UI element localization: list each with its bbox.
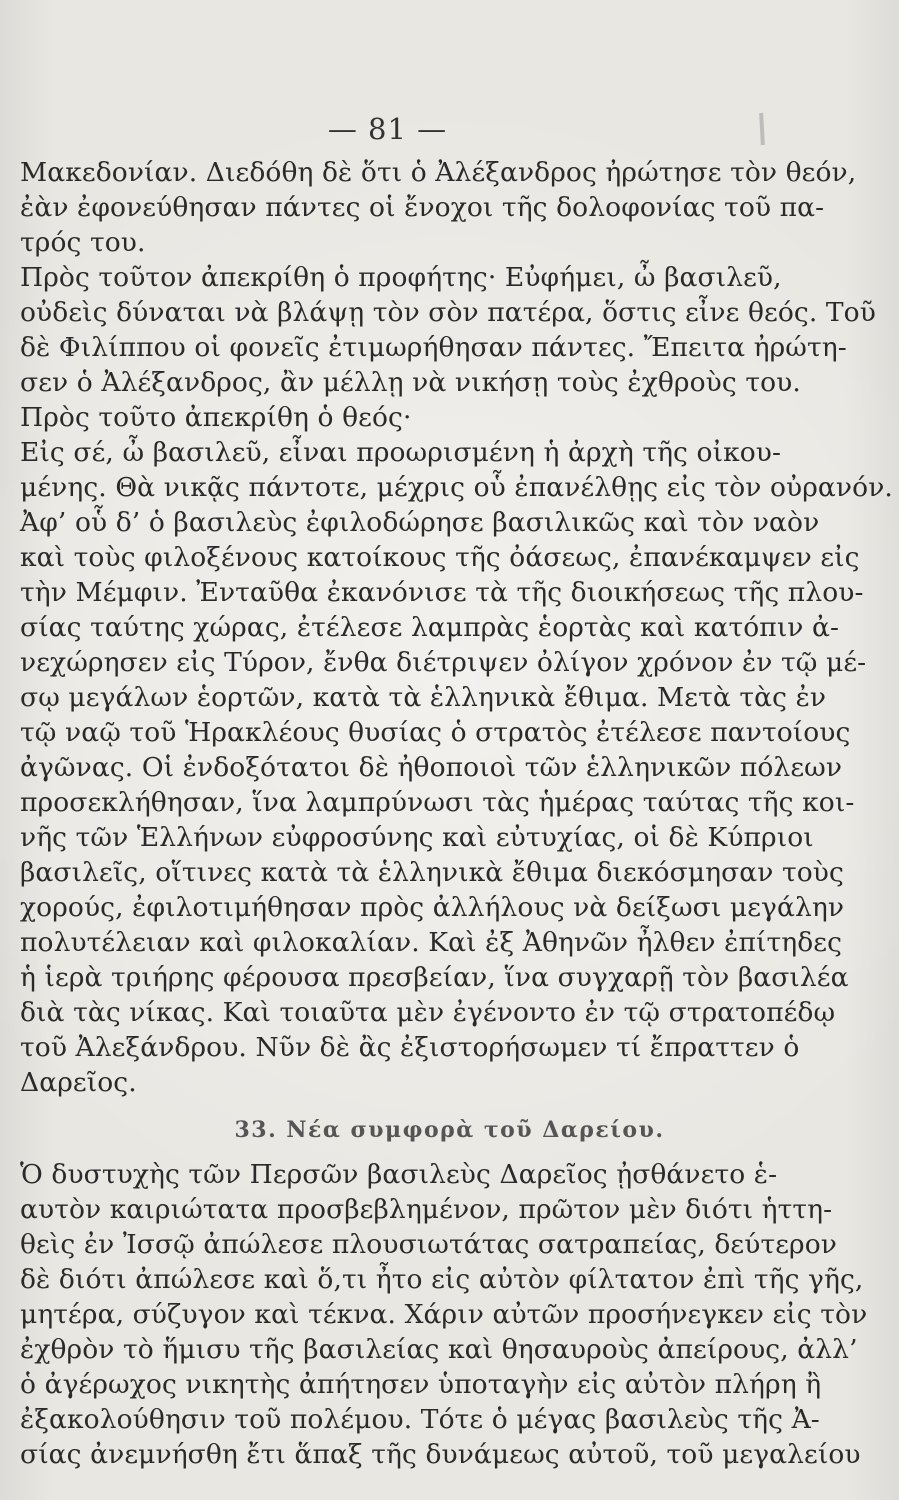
text-line: Πρὸς τοῦτον ἀπεκρίθη ὁ προφήτης· Εὐφήμει, ὦ βασιλεῦ, xyxy=(20,262,782,293)
text-line: δὲ Φιλίππου οἱ φονεῖς ἐτιμωρήθησαν πάντες. Ἔπειτα ἠρώτη- xyxy=(20,332,847,363)
text-line: ἐξακολούθησιν τοῦ πολέμου. Τότε ὁ μέγας βασιλεὺς τῆς Ἀ- xyxy=(20,1404,820,1435)
text-line: Εἰς σέ, ὦ βασιλεῦ, εἶναι προωρισμένη ἡ ἀρχὴ τῆς οἰκου- xyxy=(20,437,782,468)
text-line: νῆς τῶν Ἑλλήνων εὐφροσύνης καὶ εὐτυχίας, οἱ δὲ Κύπριοι xyxy=(20,822,814,853)
text-line: πολυτέλειαν καὶ φιλοκαλίαν. Καὶ ἐξ Ἀθηνῶν ἦλθεν ἐπίτηδες xyxy=(20,927,843,958)
text-line: προσεκλήθησαν, ἵνα λαμπρύνωσι τὰς ἡμέρας ταύτας τῆς κοι- xyxy=(20,787,855,818)
text-line: μητέρα, σύζυγον καὶ τέκνα. Χάριν αὐτῶν προσήνεγκεν εἰς τὸν xyxy=(20,1299,868,1330)
text-line: τρός του. xyxy=(20,227,146,258)
section-title: 33. Νέα συμφορὰ τοῦ Δαρείου. xyxy=(234,1117,665,1143)
text-line: οὐδεὶς δύναται νὰ βλάψῃ τὸν σὸν πατέρα, ὅστις εἶνε θεός. Τοῦ xyxy=(20,297,876,328)
text-line: ἡ ἱερὰ τριήρης φέρουσα πρεσβείαν, ἵνα συγχαρῇ τὸν βασιλέα xyxy=(20,962,849,993)
text-line: νεχώρησεν εἰς Τύρον, ἔνθα διέτριψεν ὀλίγον χρόνον ἐν τῷ μέ- xyxy=(20,647,867,678)
text-line: βασιλεῖς, οἵτινες κατὰ τὰ ἑλληνικὰ ἔθιμα διεκόσμησαν τοὺς xyxy=(20,857,844,888)
page-number: — 81 — xyxy=(327,112,448,146)
text-line: Ἀφ’ οὗ δ’ ὁ βασιλεὺς ἐφιλοδώρησε βασιλικῶς καὶ τὸν ναὸν xyxy=(20,507,820,538)
text-line: ὁ ἀγέρωχος νικητὴς ἀπήτησεν ὑποταγὴν εἰς αὐτὸν πλήρη ἢ xyxy=(20,1369,822,1400)
text-line: χορούς, ἐφιλοτιμήθησαν πρὸς ἀλλήλους νὰ δείξωσι μεγάλην xyxy=(20,892,845,923)
text-line: τῷ ναῷ τοῦ Ἡρακλέους θυσίας ὁ στρατὸς ἐτέλεσε παντοίους xyxy=(20,717,851,748)
text-line: Μακεδονίαν. Διεδόθη δὲ ὅτι ὁ Ἀλέξανδρος ἠρώτησε τὸν θεόν, xyxy=(20,157,857,188)
text-line: Δαρεῖος. xyxy=(20,1067,137,1098)
text-line: ἐχθρὸν τὸ ἥμισυ τῆς βασιλείας καὶ θησαυροὺς ἀπείρους, ἀλλ’ xyxy=(20,1334,858,1365)
text-line: τὴν Μέμφιν. Ἐνταῦθα ἐκανόνισε τὰ τῆς διοικήσεως τῆς πλου- xyxy=(20,577,864,608)
text-line: δὲ διότι ἀπώλεσε καὶ ὅ,τι ἦτο εἰς αὐτὸν φίλτατον ἐπὶ τῆς γῆς, xyxy=(20,1264,864,1295)
text-line: σῳ μεγάλων ἑορτῶν, κατὰ τὰ ἑλληνικὰ ἔθιμα. Μετὰ τὰς ἐν xyxy=(20,682,827,713)
text-line: σεν ὁ Ἀλέξανδρος, ἂν μέλλῃ νὰ νικήσῃ τοὺς ἐχθροὺς του. xyxy=(20,367,801,398)
text-line: ἐὰν ἐφονεύθησαν πάντες οἱ ἔνοχοι τῆς δολοφονίας τοῦ πα- xyxy=(20,192,825,223)
text-line: αυτὸν καιριώτατα προσβεβλημένον, πρῶτον μὲν διότι ἡττη- xyxy=(20,1194,833,1225)
text-line: σίας ταύτης χώρας, ἐτέλεσε λαμπρὰς ἑορτὰς καὶ κατόπιν ἀ- xyxy=(20,612,840,643)
text-line: καὶ τοὺς φιλοξένους κατοίκους τῆς ὀάσεως, ἐπανέκαμψεν εἰς xyxy=(20,542,860,573)
text-line: μένης. Θὰ νικᾷς πάντοτε, μέχρις οὗ ἐπανέλθῃς εἰς τὸν οὐρανόν. xyxy=(20,472,893,503)
text-line: σίας ἀνεμνήσθη ἔτι ἅπαξ τῆς δυνάμεως αὐτοῦ, τοῦ μεγαλείου xyxy=(20,1439,861,1470)
text-line: ἀγῶνας. Οἱ ἐνδοξότατοι δὲ ἠθοποιοὶ τῶν ἑλληνικῶν πόλεων xyxy=(20,752,843,783)
text-line: τοῦ Ἀλεξάνδρου. Νῦν δὲ ἂς ἐξιστορήσωμεν τί ἔπραττεν ὁ xyxy=(20,1032,800,1063)
text-line: θεὶς ἐν Ἰσσῷ ἀπώλεσε πλουσιωτάτας σατραπείας, δεύτερον xyxy=(20,1229,838,1260)
text-line: Πρὸς τοῦτο ἀπεκρίθη ὁ θεός· xyxy=(20,402,412,433)
text-line: Ὁ δυστυχὴς τῶν Περσῶν βασιλεὺς Δαρεῖος ᾐσθάνετο ἑ- xyxy=(20,1159,778,1190)
text-line: διὰ τὰς νίκας. Καὶ τοιαῦτα μὲν ἐγένοντο ἐν τῷ στρατοπέδῳ xyxy=(20,997,836,1028)
